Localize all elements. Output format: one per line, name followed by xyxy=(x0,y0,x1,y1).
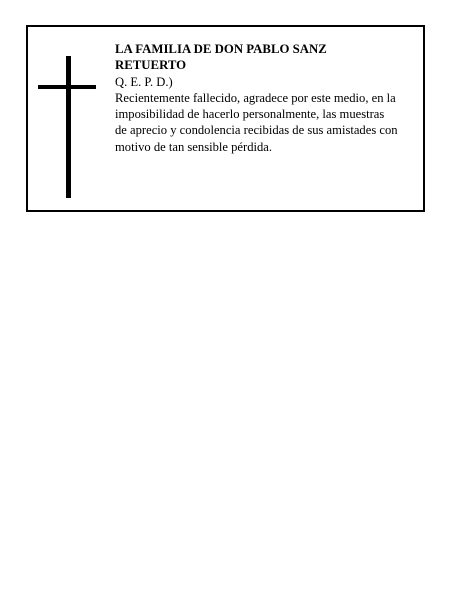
notice-message xyxy=(115,90,425,155)
notice-heading xyxy=(115,41,425,74)
rip-abbreviation: Q. E. P. D.) xyxy=(115,74,173,89)
notice-text xyxy=(115,41,425,155)
obituary-notice xyxy=(26,25,425,212)
cross-horizontal-bar xyxy=(38,85,96,89)
message-line: imposibilidad de hacerlo personalmente, las muestras xyxy=(115,107,385,122)
message-line: Recientemente fallecido, agradece por este medio, en la xyxy=(115,90,396,105)
message-line: de aprecio y condolencia recibidas de sus amistades con xyxy=(115,123,398,138)
message-line: motivo de tan sensible pérdida. xyxy=(115,139,273,154)
heading-line-2: RETUERTO xyxy=(115,58,187,73)
cross-vertical-bar xyxy=(66,56,71,198)
heading-line-1: LA FAMILIA DE DON PABLO SANZ xyxy=(115,42,327,56)
